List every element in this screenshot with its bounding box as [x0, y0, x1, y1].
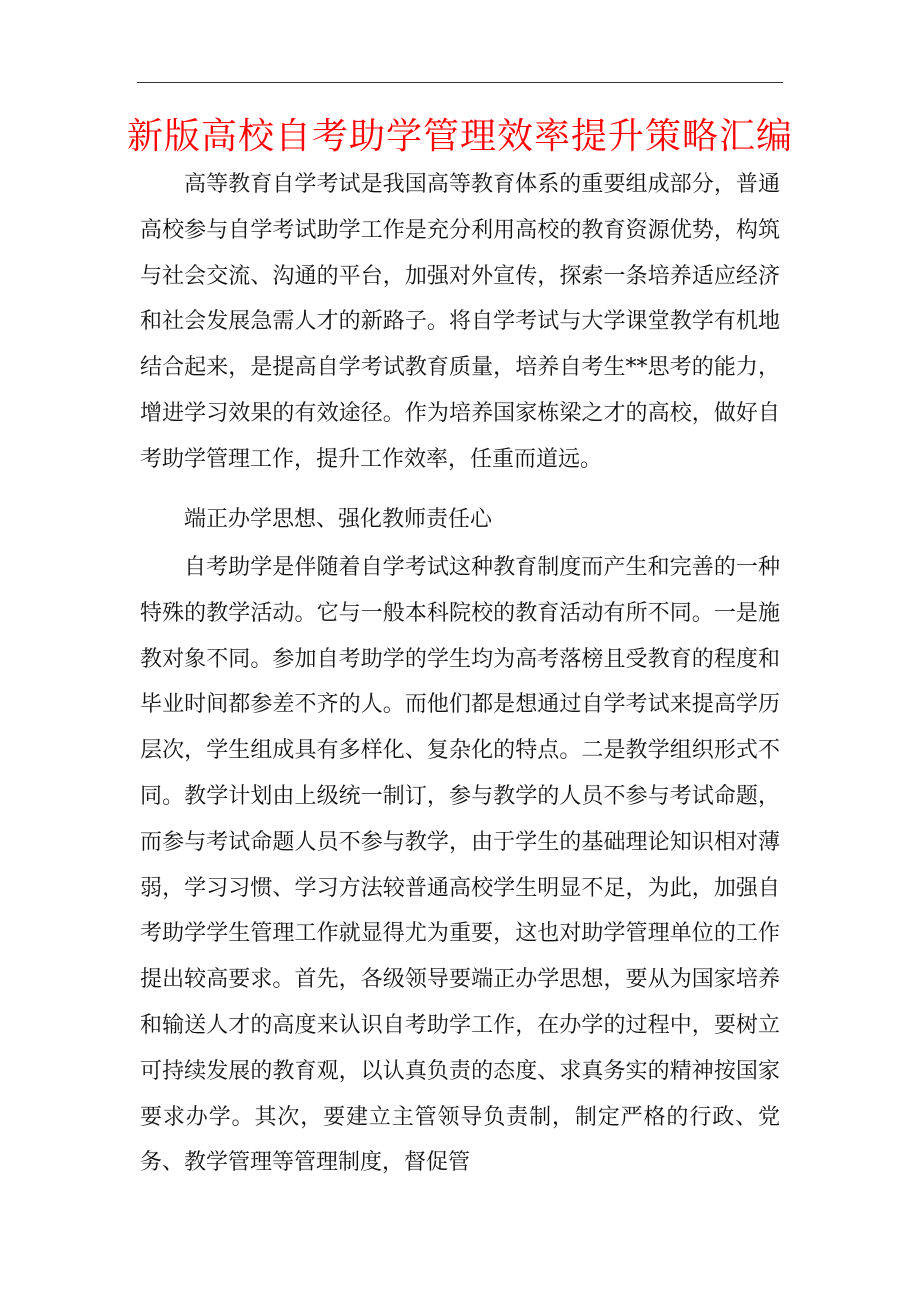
intro-paragraph: 高等教育自学考试是我国高等教育体系的重要组成部分，普通高校参与自学考试助学工作是充分利用高校的教育资源优势，构筑与社会交流、沟通的平台，加强对外宣传，探索一条培养适应经济和社会发展急需人才的新路子。将自学考试与大学课堂教学有机地结合起来，是提高自学考试教育质量，培养自考生**思考的能力，增进学习效果的有效途径。作为培养国家栋梁之才的高校，做好自考助学管理工作，提升工作效率，任重而道远。 — [140, 172, 780, 472]
body-paragraph: 自考助学是伴随着自学考试这种教育制度而产生和完善的一种特殊的教学活动。它与一般本科院校的教育活动有所不同。一是施教对象不同。参加自考助学的学生均为高考落榜且受教育的程度和毕业时间都参差不齐的人。而他们都是想通过自学考试来提高学历层次，学生组成具有多样化、复杂化的特点。二是教学组织形式不同。教学计划由上级统一制订，参与教学的人员不参与考试命题，而参与考试命题人员不参与教学，由于学生的基础理论知识相对薄弱，学习习惯、学习方法较普通高校学生明显不足，为此，加强自考助学学生管理工作就显得尤为重要，这也对助学管理单位的工作提出较高要求。首先，各级领导要端正办学思想，要从为国家培养和输送人才的高度来认识自考助学工作，在办学的过程中，要树立可持续发展的教育观，以认真负责的态度、求真务实的精神按国家要求办学。其次，要建立主管领导负责制，制定严格的行政、党务、教学管理等管理制度，督促管 — [140, 555, 780, 1176]
document-title: 新版高校自考助学管理效率提升策略汇编 — [126, 116, 793, 157]
section-heading: 端正办学思想、强化教师责任心 — [184, 507, 493, 532]
header-rule — [137, 82, 783, 83]
